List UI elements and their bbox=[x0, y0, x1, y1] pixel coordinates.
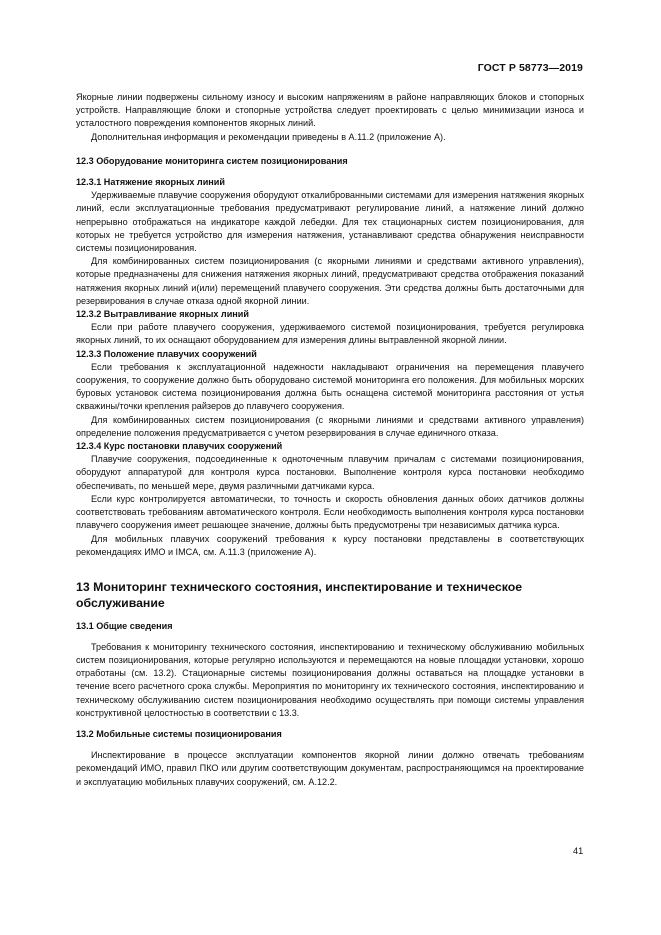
section-12-3-1-paragraph-2: Для комбинированных систем позиционирования (с якорными линиями и средствами активного управления), которые предназначены для снижения натяжения якорных линий, предусматривают средства отображения показаний натяжения якорных линий и(или) перемещений плавучего сооружения. Эти средства должны быть достаточными для резервирования в случае отказа одной якорной линии. bbox=[76, 256, 584, 306]
section-12-3-2-paragraph-1: Если при работе плавучего сооружения, удерживаемого системой позиционирования, требуется регулировка якорных линий, то их оснащают оборудованием для измерения длины вытравленной якорной линии. bbox=[76, 322, 584, 346]
section-13-heading: 13 Мониторинг технического состояния, инспектирование и техническое обслуживание bbox=[76, 579, 523, 610]
section-12-3-heading: 12.3 Оборудование мониторинга систем позиционирования bbox=[76, 155, 348, 166]
section-12-3-4-paragraph-2: Если курс контролируется автоматически, то точность и скорость обновления данных обоих датчиков должны соответствовать требованиям автоматического контроля. Если необходимость выполнения контроля курса постановки плавучего сооружения имеет решающее значение, должны быть предусмотрены три независимых датчика курса. bbox=[76, 493, 584, 531]
page-number: 41 bbox=[573, 846, 584, 856]
section-12-3-3-heading: 12.3.3 Положение плавучих сооружений bbox=[76, 348, 257, 359]
section-12-3-3-paragraph-1: Если требования к эксплуатационной надежности накладывают ограничения на перемещения плавучего сооружения, то сооружение должно быть оборудовано системой мониторинга его положения. Для мобильных морских буровых установок система позиционирования должна быть оснащена системой мониторинга расстояния от устья скважины/точки крепления райзеров до плавучего сооружения. bbox=[76, 361, 584, 412]
document-id-header: ГОСТ Р 58773—2019 bbox=[477, 62, 583, 74]
section-12-3-4-heading: 12.3.4 Курс постановки плавучих сооружений bbox=[76, 441, 283, 452]
intro-paragraph: Якорные линии подвержены сильному износу и высоким напряжениям в районе направляющих блоков и стопорных устройств. Направляющие блоки и стопорные устройства следует проектировать с целью минимизации износа и усталостного повреждения компонентов якорных линий. bbox=[76, 92, 584, 129]
page-body bbox=[76, 91, 584, 789]
section-12-3-1-heading: 12.3.1 Натяжение якорных линий bbox=[76, 177, 225, 188]
section-12-3-4-paragraph-1: Плавучие сооружения, подсоединенные к одноточечным плавучим причалам с системами позиционирования, оборудуют аппаратурой для контроля курса постановки. Выполнение контроля курса постановки необходимо обеспечивать, по меньшей мере, двумя различными датчиками курса. bbox=[76, 454, 584, 491]
section-12-3-1-paragraph-1: Удерживаемые плавучие сооружения оборудуют откалиброванными системами для измерения натяжения якорных линий, если эксплуатационные требования предусматривают регулирование линий, а натяжение линий должно непрерывно отображаться на индикаторе каждой лебедки. Для тех стационарных систем позиционирования, для которых не требуется устройство для измерения натяжения, устанавливают средства обнаружения неисправности системы позиционирования. bbox=[76, 190, 584, 254]
section-13-2-heading: 13.2 Мобильные системы позиционирования bbox=[76, 728, 282, 739]
section-12-3-4-paragraph-3: Для мобильных плавучих сооружений требования к курсу постановки представлены в соответствующих рекомендациях ИМО и IMCA, см. А.11.3 (приложение А). bbox=[76, 533, 584, 557]
section-12-3-2-heading: 12.3.2 Вытравливание якорных линий bbox=[76, 309, 249, 320]
intro-reference-paragraph: Дополнительная информация и рекомендации приведены в А.11.2 (приложение А). bbox=[91, 131, 446, 142]
section-13-1-paragraph-1: Требования к мониторингу технического состояния, инспектированию и техническому обслуживанию мобильных систем позиционирования, которые регулярно используются и перемещаются на новые площадки установки, хорошо отработаны (см. 13.2). Стационарные системы позиционирования должны оставаться на площадке установки в течение всего расчетного срока службы. Мероприятия по мониторингу их технического состояния, инспектированию и техническому обслуживанию систем позиционирования необходимо осуществлять при помощи системы управления конструктивной целостностью в соответствии с 13.3. bbox=[76, 641, 584, 718]
section-13-1-heading: 13.1 Общие сведения bbox=[76, 620, 173, 631]
section-12-3-3-paragraph-2: Для комбинированных систем позиционирования (с якорными линиями и средствами активного управления) определение положения предусматривается с учетом резервирования в случае единичного отказа. bbox=[76, 414, 584, 438]
section-13-2-paragraph-1: Инспектирование в процессе эксплуатации компонентов якорной линии должно отвечать требованиям рекомендаций ИМО, правил ПКО или другим соответствующим документам, распространяющимся на проектирование и эксплуатацию мобильных плавучих сооружений, см. А.12.2. bbox=[76, 750, 584, 787]
